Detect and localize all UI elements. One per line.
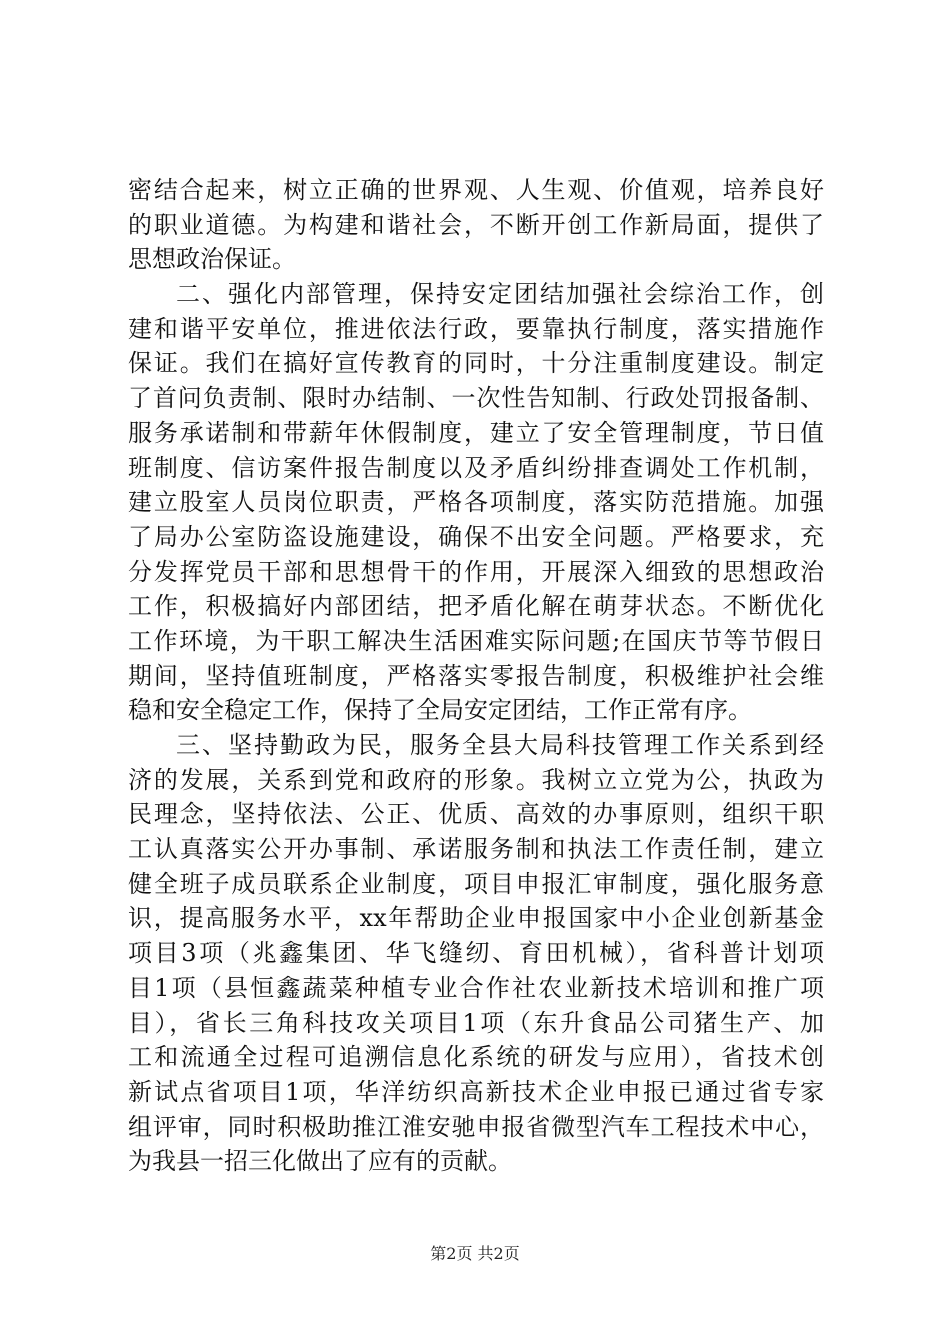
text-line: 建立股室人员岗位职责，严格各项制度，落实防范措施。加强	[128, 488, 824, 517]
text-line: 了局办公室防盗设施建设，确保不出安全问题。严格要求，充	[128, 522, 824, 551]
text-line: 为我县一招三化做出了应有的贡献。	[128, 1147, 512, 1176]
text-line: 密结合起来，树立正确的世界观、人生观、价值观，培养良好	[128, 176, 824, 204]
text-line: 期间，坚持值班制度，严格落实零报告制度，积极维护社会维	[128, 661, 824, 690]
page-number-footer: 第2页 共2页	[430, 1244, 520, 1263]
text-line: 服务承诺制和带薪年休假制度，建立了安全管理制度，节日值	[128, 418, 824, 447]
text-line: 健全班子成员联系企业制度，项目申报汇审制度，强化服务意	[128, 869, 824, 898]
text-line: 分发挥党员干部和思想骨干的作用，开展深入细致的思想政治	[128, 557, 824, 586]
text-line: 民理念，坚持依法、公正、优质、高效的办事原则，组织干职	[128, 800, 824, 829]
text-line: 组评审，同时积极助推江淮安驰申报省微型汽车工程技术中心，	[128, 1112, 824, 1141]
text-line: 识，提高服务水平，xx年帮助企业申报国家中小企业创新基金	[128, 904, 824, 933]
text-line: 新试点省项目1项，华洋纺织高新技术企业申报已通过省专家	[128, 1077, 824, 1106]
text-line: 的职业道德。为构建和谐社会，不断开创工作新局面，提供了	[128, 210, 824, 239]
text-line: 班制度、信访案件报告制度以及矛盾纠纷排查调处工作机制，	[128, 453, 824, 482]
document-body	[128, 173, 824, 1179]
text-line: 建和谐平安单位，推进依法行政，要靠执行制度，落实措施作	[128, 314, 824, 343]
text-line: 工作环境，为干职工解决生活困难实际问题;在国庆节等节假日	[128, 626, 824, 655]
text-line: 目1项（县恒鑫蔬菜种植专业合作社农业新技术培训和推广项	[128, 973, 824, 1002]
text-line: 思想政治保证。	[128, 245, 296, 274]
text-line: 工和流通全过程可追溯信息化系统的研发与应用），省技术创	[128, 1043, 824, 1072]
text-line: 工认真落实公开办事制、承诺服务制和执法工作责任制，建立	[128, 835, 824, 864]
text-line: 了首问负责制、限时办结制、一次性告知制、行政处罚报备制、	[128, 384, 824, 413]
text-line: 济的发展，关系到党和政府的形象。我树立立党为公，执政为	[128, 765, 824, 794]
paragraph-start-line: 二、强化内部管理，保持安定团结加强社会综治工作，创	[176, 280, 824, 309]
text-line: 项目3项（兆鑫集团、华飞缝纫、育田机械），省科普计划项	[128, 939, 824, 968]
text-line: 稳和安全稳定工作，保持了全局安定团结，工作正常有序。	[128, 696, 752, 725]
paragraph-start-line: 三、坚持勤政为民，服务全县大局科技管理工作关系到经	[176, 731, 824, 759]
text-line: 目），省长三角科技攻关项目1项（东升食品公司猪生产、加	[128, 1008, 824, 1037]
text-line: 工作，积极搞好内部团结，把矛盾化解在萌芽状态。不断优化	[128, 592, 824, 621]
text-line: 保证。我们在搞好宣传教育的同时，十分注重制度建设。制定	[128, 349, 824, 378]
